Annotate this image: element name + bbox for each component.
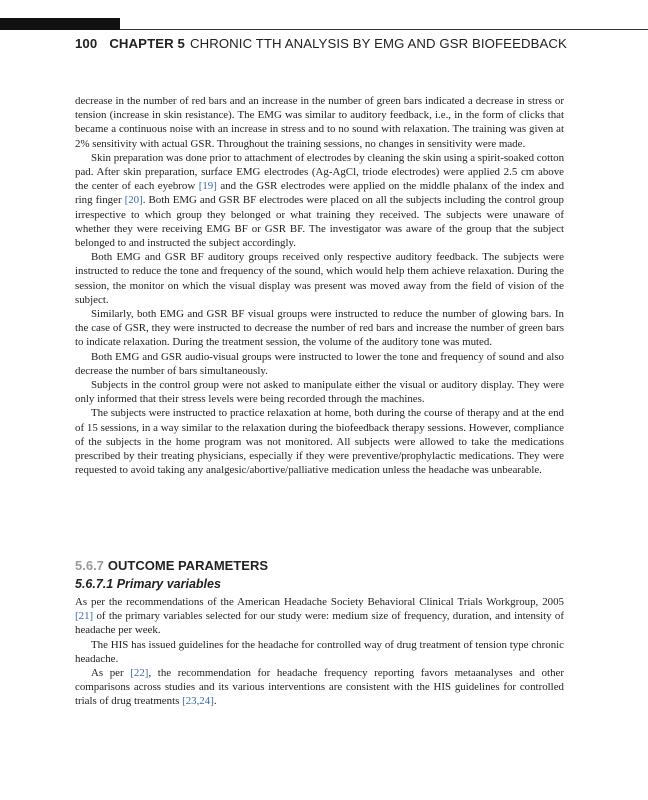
section-title: OUTCOME PARAMETERS: [107, 558, 269, 573]
text-run: Skin preparation was done prior to attachment of electrodes by cleaning the skin using a spirit-soaked cotton pad. After skin preparation, surface EMG electrodes (Ag-AgCl, triode electrodes) were applied 2.5 cm above the center of each eyebrow: [75, 151, 565, 193]
body-text-2: [75, 595, 564, 709]
running-header: [75, 36, 567, 51]
header-rule: [120, 29, 648, 30]
paragraph: [75, 666, 564, 709]
text-run: As per: [91, 667, 131, 680]
citation-link[interactable]: [21]: [75, 610, 94, 623]
paragraph: decrease in the number of red bars and an increase in the number of green bars indicated a decrease in stress or tension (increase in skin resistance). The EMG was similar to auditory feedback, i.e., in the form of clicks that became a continuous noise with an increase in stress and to no sound with relaxation. The training was given at 2% sensitivity with actual GSR. Throughout the training sessions, no changes in sensitivity were made.: [75, 95, 564, 150]
paragraph: The HIS has issued guidelines for the headache for controlled way of drug treatment of tension type chronic headache.: [75, 638, 564, 665]
text-run: .: [213, 695, 217, 708]
paragraph: Both EMG and GSR BF auditory groups received only respective auditory feedback. The subjects were instructed to reduce the tone and frequency of the sound, which would help them achieve relaxation. During the session, the monitor on which the visual display was present was moved away from the field of vision of the subject.: [75, 251, 564, 306]
paragraph: [75, 595, 564, 638]
paragraph: Both EMG and GSR audio-visual groups were instructed to lower the tone and frequency of sound and also decrease the number of bars simultaneously.: [75, 350, 564, 377]
citation-link[interactable]: [23,24]: [182, 695, 214, 708]
chapter-label: CHAPTER 5: [109, 36, 185, 51]
citation-link[interactable]: [22]: [130, 667, 149, 680]
chapter-title: CHRONIC TTH ANALYSIS BY EMG AND GSR BIOFEEDBACK: [189, 36, 567, 51]
page-number: 100: [75, 36, 98, 51]
text-run: As per the recommendations of the American Headache Society Behavioral Clinical Trials Workgroup, 2005: [75, 596, 564, 608]
citation-link[interactable]: [20]: [124, 194, 143, 207]
text-run: of the primary variables selected for our study were: medium size of frequency, duration, and intensity of headache per week.: [75, 610, 564, 637]
citation-link[interactable]: [19]: [198, 180, 217, 193]
section-number: 5.6.7: [75, 558, 104, 573]
text-run: , the recommendation for headache frequency reporting favors metaanalyses and other comparisons across studies and its various interventions are consistent with the HIS guidelines for controlled trials of drug treatments: [75, 667, 564, 708]
section-heading: [75, 558, 268, 573]
paragraph: The subjects were instructed to practice relaxation at home, both during the course of therapy and at the end of 15 sessions, in a way similar to the relaxation during the biofeedback therapy sessions. However, compliance of the subjects in the home program was not monitored. All subjects were allowed to take the medications prescribed by their treating physicians, especially if they were preventive/prophylactic medications. They were requested to avoid taking any analgesic/abortive/palliative medication unless the headache was unbearable.: [75, 407, 564, 477]
paragraph: [75, 151, 564, 250]
text-run: and the GSR electrodes were applied on the middle phalanx of the index and ring finger: [75, 180, 565, 207]
subsection-heading: 5.6.7.1 Primary variables: [75, 577, 221, 591]
text-run: . Both EMG and GSR BF electrodes were placed on all the subjects including the control group irrespective to which group they belonged or what training they received. The subjects were unaware of whether they were receiving EMG BF or GSR BF. The investigator was aware of the group that the subject belonged to and instructed the subject accordingly.: [75, 194, 564, 250]
paragraph: Subjects in the control group were not asked to manipulate either the visual or auditory display. They were only informed that their stress levels were being recorded through the machines.: [75, 379, 564, 406]
paragraph: Similarly, both EMG and GSR BF visual groups were instructed to reduce the number of glowing bars. In the case of GSR, they were instructed to decrease the number of red bars and increase the number of green bars to indicate relaxation. During the treatment session, the volume of the auditory tone was muted.: [75, 308, 564, 349]
header-black-bar: [0, 18, 120, 30]
body-text: [75, 94, 564, 477]
